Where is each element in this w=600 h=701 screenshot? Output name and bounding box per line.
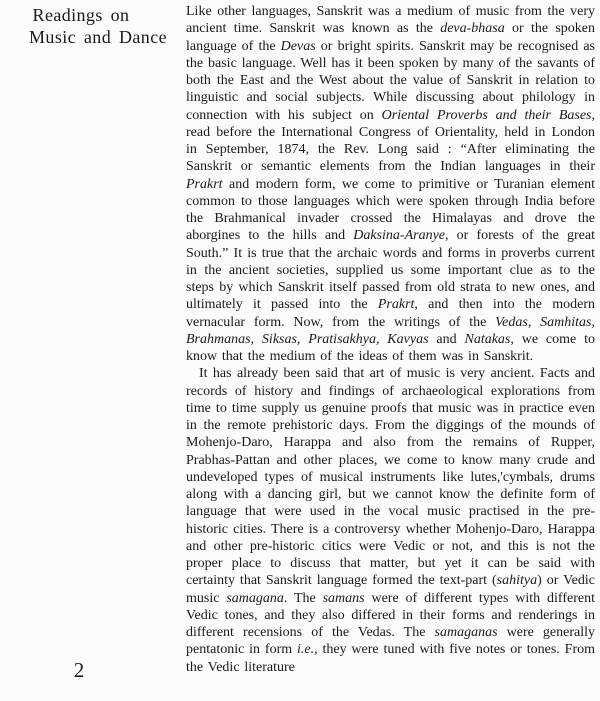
text-run: or bright spirits. Sanskrit may be recognised as the basic language. Well has it been spoken by many of the savants of both the East and the West about the value of Sanskrit in relation to linguistic and social subjects. While discussing about philology in connection with his subject on	[186, 38, 595, 123]
paragraph	[186, 3, 595, 365]
text-run: or the spoken language of the	[186, 21, 595, 54]
text-run: were generally pentatonic in form	[186, 625, 595, 658]
italic-text-run: samaganas	[434, 625, 498, 640]
italic-text-run: Daksina-Aranye	[353, 228, 446, 244]
text-run: , read before the International Congress of Orientality, held in London in September, 1874, the Rev. Long said : “After eliminating the Sanskrit or semantic elements from the Indian languages in their	[186, 107, 595, 175]
text-run: and	[428, 331, 465, 347]
italic-text-run: Devas	[280, 38, 316, 54]
page-number: 2	[73, 658, 85, 682]
running-header-line-2: Music and Dance	[29, 26, 167, 47]
text-run: , and then into the modern vernacular form. Now, from the writings of the	[186, 297, 595, 330]
italic-text-run: deva-bhasa	[440, 21, 505, 37]
italic-text-run: sahitya	[496, 573, 538, 589]
text-run: It has already been said that art of music is very ancient. Facts and records of history and findings of archaeological explorations from time to time supply us genuine proofs that music was in practice even in the remote prehistoric days. From the diggings of the mounds of Mohenjo-Daro, Harappa and also from the remains of Rupper, Prabhas-Pattan and other places, we come to know many crude and undeveloped types of musical instruments like lutes,'cymbals, drums along with a dancing girl, but we cannot know the definite form of language that were used in the vocal music practised in the pre-historic cities. There is a controversy whether Mohenjo-Daro, Harappa and other pre-historic citics were Vedic or not, and this is not the proper place to discuss that matter, but yet it can be said with certainty that Sanskrit language formed the text-part (	[186, 366, 595, 589]
text-column	[186, 3, 595, 700]
italic-text-run: Natakas	[464, 331, 511, 347]
text-run: , we come to know that the medium of the ideas of them was in Sanskrit.	[186, 331, 595, 364]
italic-text-run: Vedas, Samhitas, Brahmanas, Siksas, Pratisakhya, Kavyas	[186, 314, 595, 347]
italic-text-run: Oriental Proverbs and their Bases	[381, 107, 592, 123]
italic-text-run: Prakrt	[186, 176, 223, 192]
running-header-line-1: Readings on	[32, 5, 130, 25]
text-run: were of different types with different Vedic tones, and they also differed in their forms and renderings in different recensions of the Vedas. The	[186, 590, 595, 640]
text-run: . The	[283, 590, 323, 606]
italic-text-run: i.e.	[297, 642, 315, 658]
running-header	[4, 5, 192, 48]
italic-text-run: samagana	[226, 590, 284, 606]
italic-text-run: samans	[322, 590, 365, 606]
paragraph	[186, 365, 595, 676]
text-run: Like other languages, Sanskrit was a medium of music from the very ancient time. Sanskrit was known as the	[186, 4, 595, 37]
text-run: and modern form, we come to primitive or Turanian element common to those languages which were spoken through India before the Brahmanical invader crossed the Himalayas and drove the aborgines to the hills and	[186, 176, 595, 244]
text-run: ) or Vedic music	[186, 573, 595, 606]
italic-text-run: Prakrt	[377, 297, 415, 313]
margin-column	[4, 5, 192, 48]
text-run: , or forests of the great South.” It is true that the archaic words and forms in proverbs current in the ancient societies, supplied us some important clue as to the steps by which Sanskrit itself passed from old strata to new ones, and ultimately it passed into the	[186, 228, 595, 313]
text-run: , they were tuned with five notes or tones. From the Vedic literature	[186, 642, 595, 675]
